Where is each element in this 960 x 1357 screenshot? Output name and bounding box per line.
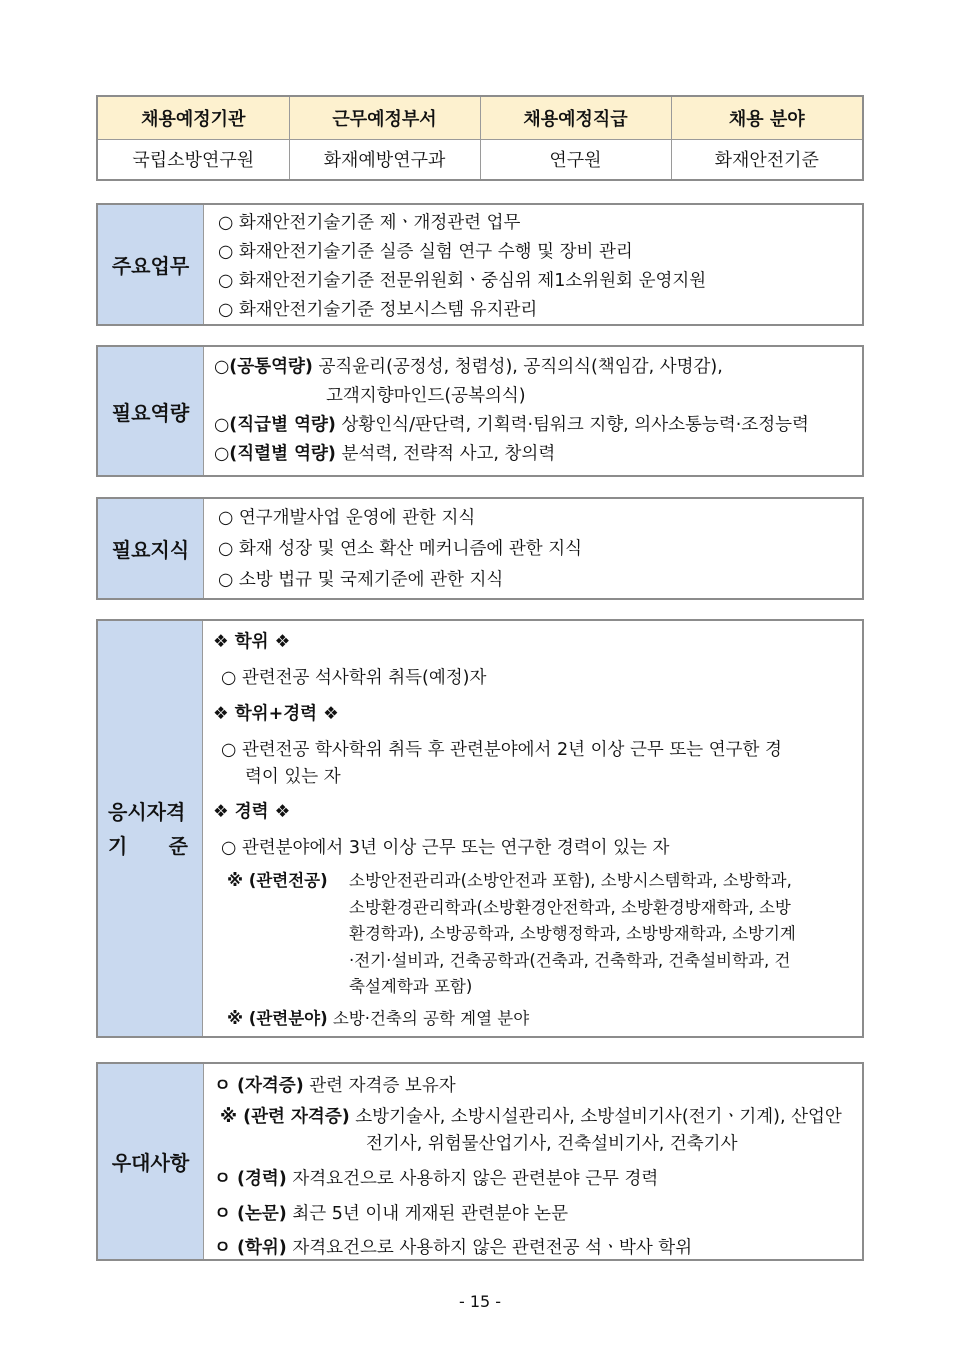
duty-item: ○ 화재안전기술기준 정보시스템 유지관리 xyxy=(218,300,538,320)
grade-competency-text: 상황인식/판단력, 기획력·팀워크 지향, 의사소통능력·조정능력 xyxy=(335,415,809,435)
related-cert-text: 소방기술사, 소방시설관리사, 소방설비기사(전기ㆍ기계), 산업안 xyxy=(349,1107,842,1127)
page-number: - 15 - xyxy=(458,1292,502,1311)
knowledge-item: ○ 소방 법규 및 국제기준에 관한 지식 xyxy=(218,570,504,590)
recruitment-header-table xyxy=(96,95,864,181)
col-header-field: 채용 분야 xyxy=(671,97,862,139)
pref-degree-text: 자격요건으로 사용하지 않은 관련전공 석ㆍ박사 학위 xyxy=(286,1238,693,1258)
col-header-agency: 채용예정기관 xyxy=(98,97,289,139)
competency-section xyxy=(96,345,864,477)
pref-degree-heading: ㅇ (학위) xyxy=(214,1238,287,1258)
common-competency-text-cont: 고객지향마인드(공복의식) xyxy=(326,386,526,406)
col-header-department: 근무예정부서 xyxy=(289,97,480,139)
related-field-heading: ※ (관련분야) xyxy=(227,1009,328,1028)
career-heading: ㅇ (경력) xyxy=(214,1169,287,1189)
related-major-line: 환경학과), 소방공학과, 소방행정학과, 소방방재학과, 소방기계 xyxy=(349,924,796,943)
duty-item: ○ 화재안전기술기준 제ㆍ개정관련 업무 xyxy=(218,213,521,233)
career-text: 자격요건으로 사용하지 않은 관련분야 근무 경력 xyxy=(286,1169,659,1189)
related-major-line: 소방안전관리과(소방안전과 포함), 소방시스템학과, 소방학과, xyxy=(349,871,792,890)
knowledge-section xyxy=(96,497,864,600)
knowledge-item: ○ 화재 성장 및 연소 확산 메커니즘에 관한 지식 xyxy=(218,539,583,559)
degree-heading: ❖ 학위 ❖ xyxy=(213,632,291,652)
common-competency-head: ○(공통역량) xyxy=(214,357,313,377)
experience-heading: ❖ 경력 ❖ xyxy=(213,802,291,822)
duties-label: 주요업무 xyxy=(98,205,204,324)
paper-heading: ㅇ (논문) xyxy=(214,1204,287,1224)
qualification-label-line1: 응시자격 xyxy=(108,799,186,824)
related-major-list xyxy=(349,868,796,1001)
related-cert-text-cont: 전기사, 위험물산업기사, 건축설비기사, 건축기사 xyxy=(366,1134,738,1154)
cell-agency: 국립소방연구원 xyxy=(98,139,289,179)
duty-item: ○ 화재안전기술기준 전문위원회ㆍ중심위 제1소위원회 운영지원 xyxy=(218,271,707,291)
cert-heading: ㅇ (자격증) xyxy=(214,1076,304,1096)
related-field-text: 소방·건축의 공학 계열 분야 xyxy=(327,1009,530,1028)
competency-label: 필요역량 xyxy=(98,347,204,475)
cell-grade: 연구원 xyxy=(480,139,671,179)
cert-text: 관련 자격증 보유자 xyxy=(303,1076,456,1096)
related-major-heading: ※ (관련전공) xyxy=(227,871,328,890)
knowledge-label: 필요지식 xyxy=(98,499,204,598)
qualification-label xyxy=(98,621,203,1036)
grade-competency-head: ○(직급별 역량) xyxy=(214,415,336,435)
cell-field: 화재안전기준 xyxy=(714,150,819,172)
duty-item: ○ 화재안전기술기준 실증 실험 연구 수행 및 장비 관리 xyxy=(218,242,633,262)
qualification-label-line2b: 준 xyxy=(168,833,188,858)
related-major-line: ·전기·설비과, 건축공학과(건축과, 건축학과, 건축설비학과, 건 xyxy=(349,950,791,970)
qualification-label-line2a: 기 xyxy=(108,833,128,858)
preference-label: 우대사항 xyxy=(98,1064,204,1259)
degree-experience-item-cont: 력이 있는 자 xyxy=(245,767,341,787)
qualification-section xyxy=(96,619,864,1038)
related-cert-heading: ※ (관련 자격증) xyxy=(220,1107,350,1127)
series-competency-text: 분석력, 전략적 사고, 창의력 xyxy=(335,444,556,464)
degree-item: ○ 관련전공 석사학위 취득(예정)자 xyxy=(221,668,487,688)
experience-item: ○ 관련분야에서 3년 이상 근무 또는 연구한 경력이 있는 자 xyxy=(221,838,670,858)
cell-department: 화재예방연구과 xyxy=(289,139,480,179)
series-competency-head: ○(직렬별 역량) xyxy=(214,444,336,464)
paper-text: 최근 5년 이내 게재된 관련분야 논문 xyxy=(286,1204,568,1224)
degree-experience-heading: ❖ 학위+경력 ❖ xyxy=(213,704,339,724)
degree-experience-item: ○ 관련전공 학사학위 취득 후 관련분야에서 2년 이상 근무 또는 연구한 경 xyxy=(221,740,782,760)
preference-section xyxy=(96,1062,864,1261)
col-header-grade: 채용예정직급 xyxy=(480,97,671,139)
knowledge-item: ○ 연구개발사업 운영에 관한 지식 xyxy=(218,508,476,528)
related-major-line: 소방환경관리학과(소방환경안전학과, 소방환경방재학과, 소방 xyxy=(349,897,791,917)
related-major-line: 축설계학과 포함) xyxy=(349,977,473,996)
duties-section xyxy=(96,203,864,326)
common-competency-text: 공직윤리(공정성, 청렴성), 공직의식(책임감, 사명감), xyxy=(312,357,723,377)
